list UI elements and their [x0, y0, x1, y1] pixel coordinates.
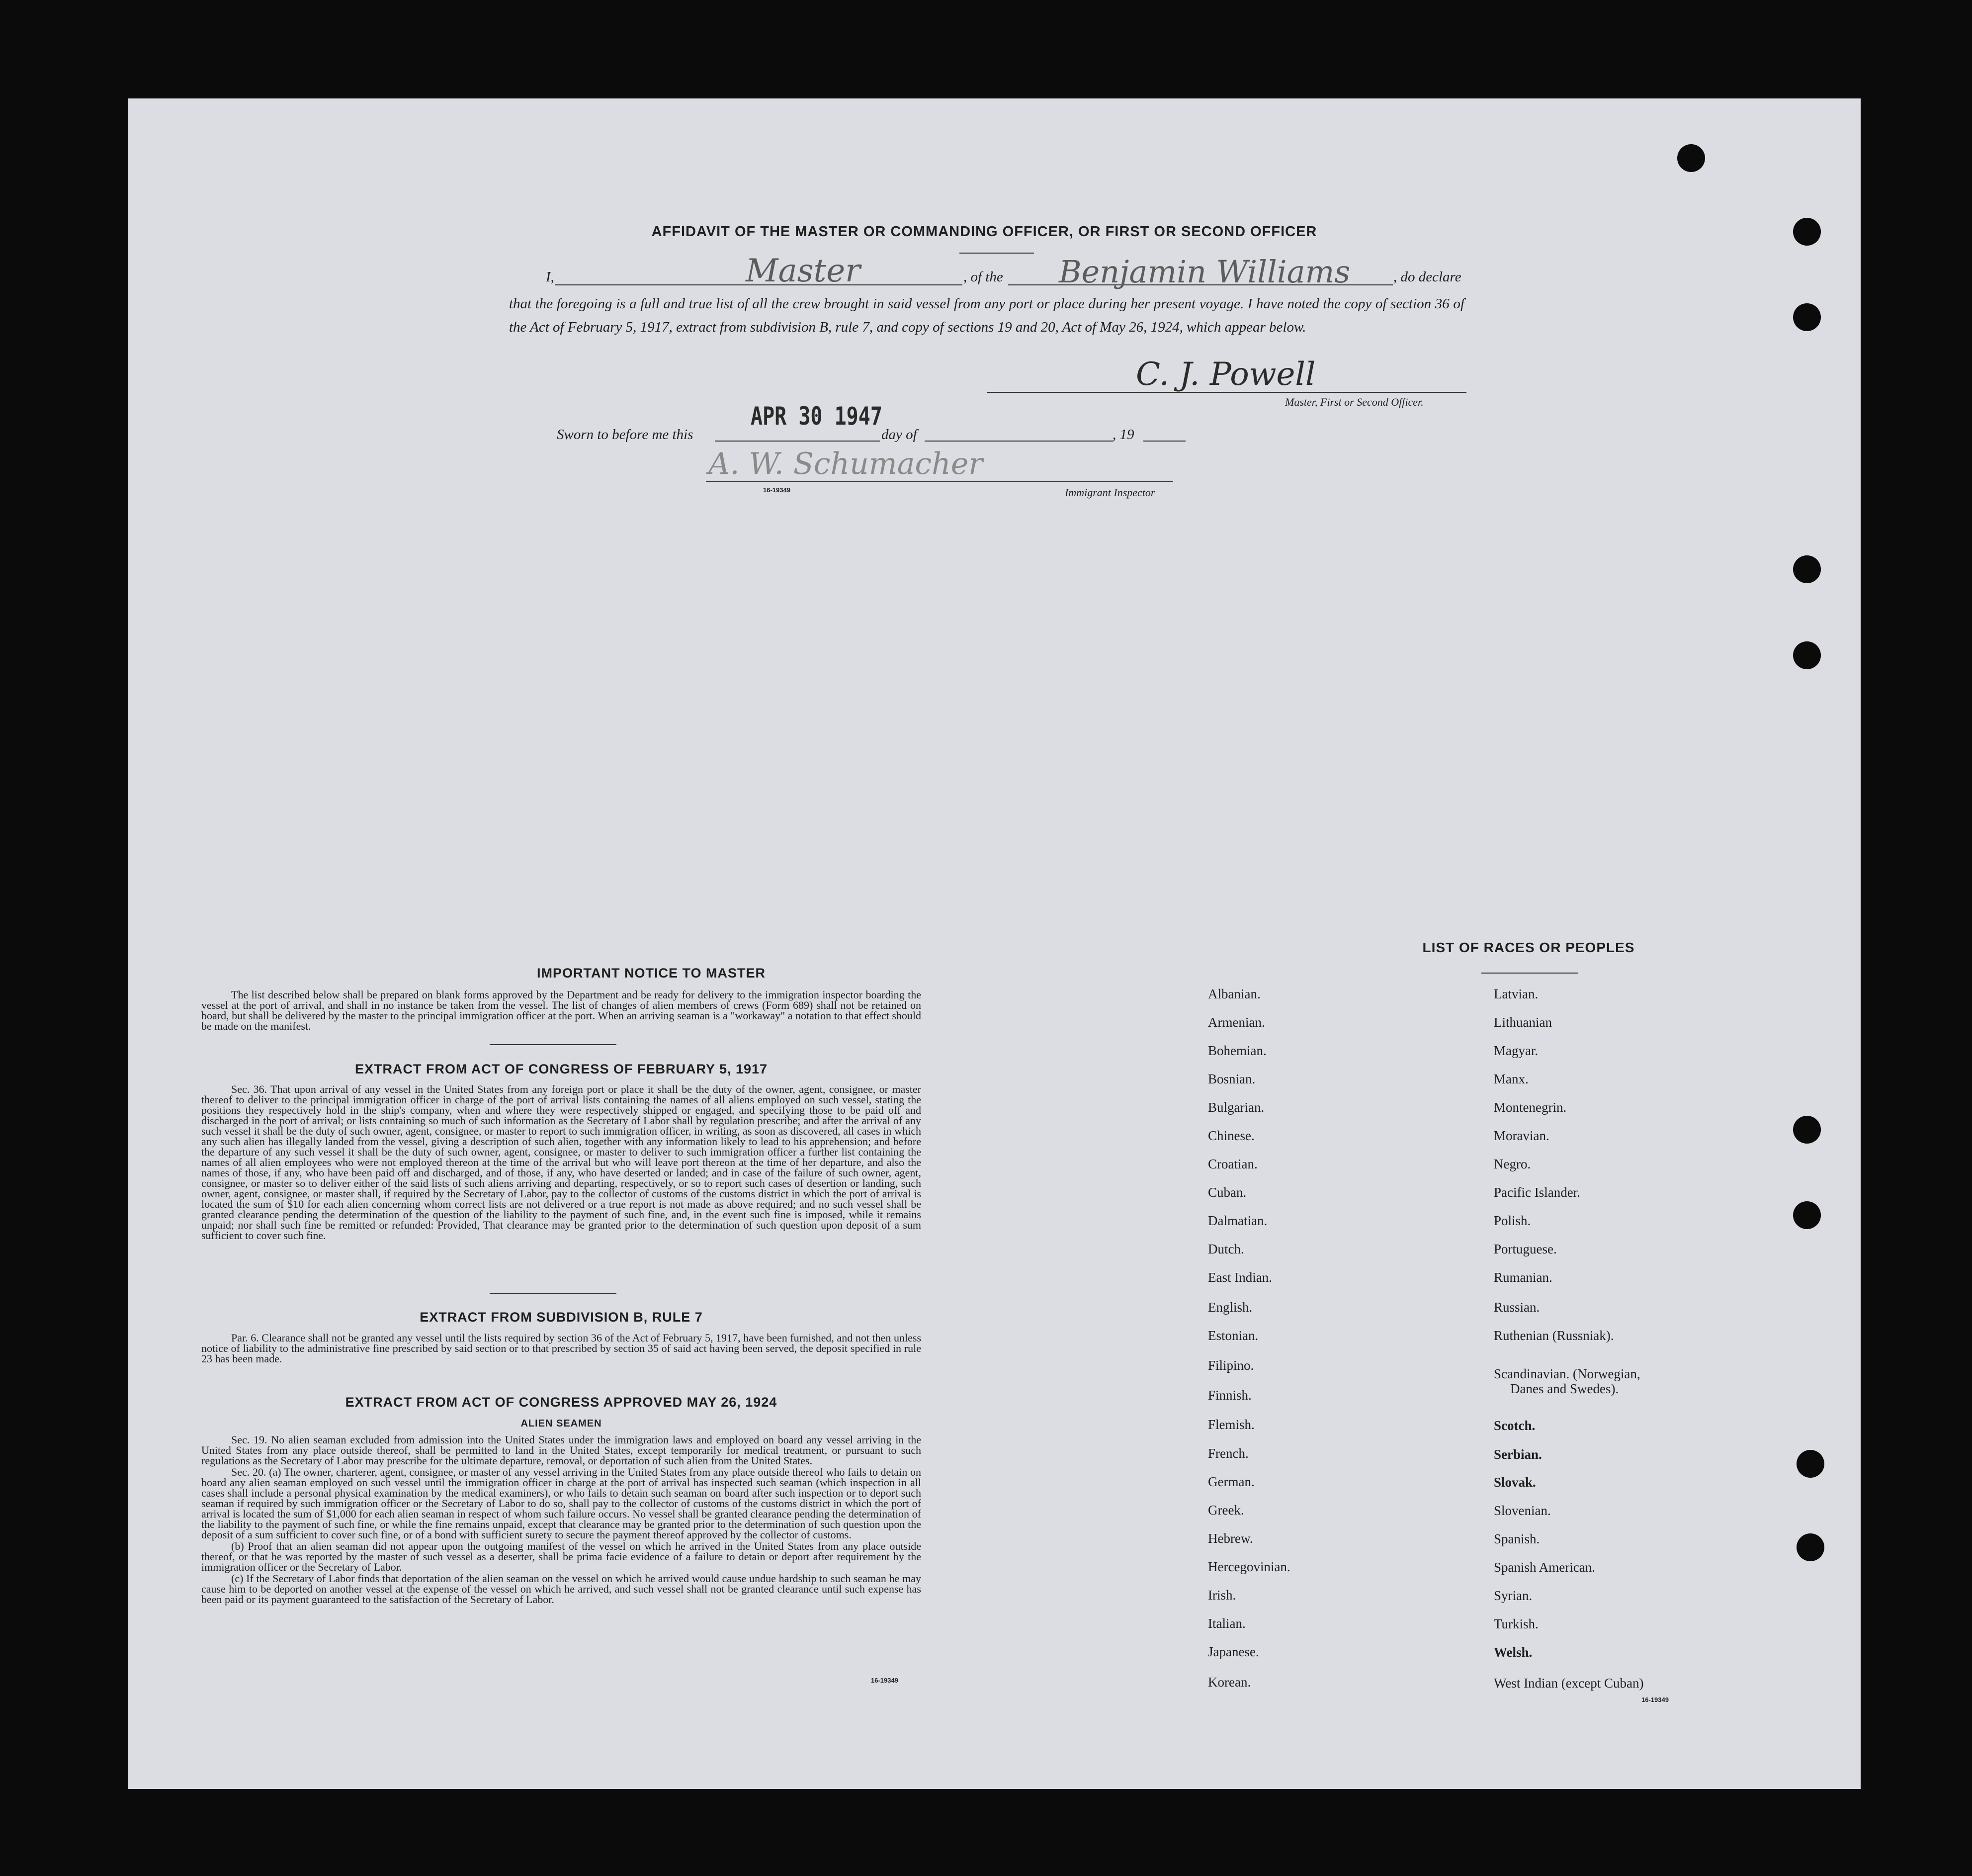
race-item: Dutch. [1208, 1242, 1244, 1256]
extract-rule7-title: EXTRACT FROM SUBDIVISION B, RULE 7 [420, 1310, 703, 1325]
race-item: Hercegovinian. [1208, 1559, 1290, 1574]
race-item: Montenegrin. [1494, 1100, 1567, 1115]
binder-hole [1793, 1116, 1821, 1144]
race-item: Bohemian. [1208, 1043, 1267, 1058]
form-code: 16-19349 [871, 1677, 898, 1684]
race-item: Ruthenian (Russniak). [1494, 1328, 1614, 1343]
race-item: Lithuanian [1494, 1015, 1552, 1030]
divider [1481, 973, 1578, 974]
binder-hole [1793, 1201, 1821, 1229]
race-item: Bulgarian. [1208, 1100, 1265, 1115]
race-item: Rumanian. [1494, 1270, 1552, 1285]
race-item: Moravian. [1494, 1128, 1549, 1143]
race-item: Danes and Swedes). [1510, 1381, 1619, 1396]
inspector-line [706, 481, 1173, 482]
rank-handwritten: Master [746, 253, 860, 289]
i-label: I, [546, 269, 554, 285]
race-item: Slovenian. [1494, 1503, 1551, 1518]
race-item: Scandinavian. (Norwegian, [1494, 1366, 1640, 1381]
divider [490, 1044, 616, 1045]
race-item: Hebrew. [1208, 1531, 1253, 1546]
race-item: West Indian (except Cuban) [1494, 1676, 1644, 1691]
binder-hole [1793, 218, 1821, 246]
race-item: Welsh. [1494, 1645, 1533, 1660]
race-item: Irish. [1208, 1588, 1236, 1603]
form-code: 16-19349 [1641, 1696, 1669, 1703]
affidavit-body: that the foregoing is a full and true list of all the crew brought in said vessel from any port or place during her present voyage. I have noted the copy of section 36 of the Act of February 5, 1917, extract from subdivision B, rule 7, and copy of sections 19 and 20, Act of May 26, 1924, which appear below. [509, 296, 1464, 335]
sworn-day-line [715, 441, 880, 442]
binder-hole [1793, 555, 1821, 583]
sworn-year-line [1143, 441, 1186, 442]
race-item: Serbian. [1494, 1447, 1542, 1462]
race-item: Slovak. [1494, 1475, 1536, 1490]
race-item: Dalmatian. [1208, 1213, 1268, 1228]
extract-1924-paragraph: Sec. 20. (a) The owner, charterer, agent, consignee, or master of any vessel arriving in the United States from any place outside thereof who fails to detain on board any alien seaman employed on such vessel until the immigration officer in charge at the port of arrival has inspected such seaman (which inspection in all cases shall include a personal physical examination by the medical examiners), or who fails to detain such seaman on board after such inspection or to deport such seaman if required by such immigration officer or the Secretary of Labor to do so, shall pay to the collector of customs of the customs district in which the port of arrival is located the sum of $1,000 for each alien seaman in respect of whom such failure occurs. No vessel shall be granted clearance pending the determination of the liability to the payment of such fine, or while the fine remains unpaid, except that clearance may be granted prior to the determination of such question upon the deposit of a sum sufficient to cover such fine, or of a bond with sufficient surety to secure the payment thereof approved by the collector of customs. [201, 1466, 921, 1541]
race-item: Cuban. [1208, 1185, 1247, 1200]
sworn-label: Sworn to before me this [557, 427, 693, 443]
race-item: Russian. [1494, 1300, 1540, 1315]
notice-paragraph: The list described below shall be prepared on blank forms approved by the Department and be ready for delivery to the immigration inspector boarding the vessel at the port of arrival, and shall in no instance be taken from the vessel. The list of changes of alien members of crews (Form 689) shall not be retained on board, but shall be delivered by the master to the principal immigration officer at the port. When an arriving seaman is a "workaway" a notation to that effect should be made on the manifest. [201, 988, 921, 1032]
of-the-label: , of the [963, 269, 1003, 285]
inspector-caption: Immigrant Inspector [1065, 486, 1155, 499]
race-item: Portuguese. [1494, 1242, 1557, 1256]
race-item: Croatian. [1208, 1157, 1258, 1171]
notice-title: IMPORTANT NOTICE TO MASTER [537, 966, 766, 981]
race-item: Spanish. [1494, 1531, 1540, 1546]
race-item: Estonian. [1208, 1328, 1259, 1343]
race-item: French. [1208, 1446, 1249, 1461]
race-item: Spanish American. [1494, 1560, 1595, 1575]
race-item: Magyar. [1494, 1043, 1539, 1058]
race-item: Scotch. [1494, 1418, 1536, 1433]
divider [959, 253, 1034, 254]
date-stamp: APR 30 1947 [751, 402, 882, 431]
race-item: Chinese. [1208, 1128, 1255, 1143]
day-of-label: day of [881, 427, 917, 443]
race-item: Japanese. [1208, 1644, 1259, 1659]
extract-1924-paragraph: (b) Proof that an alien seaman did not appear upon the outgoing manifest of the vessel on which he arrived in the United States from any place outside thereof, or that he was reported by the master of such vessel as a deserter, shall be prima facie evidence of a failure to detain or deport after requirement by the immigration officer or the Secretary of Labor. [201, 1540, 921, 1573]
binder-hole [1797, 1450, 1824, 1478]
race-item: Syrian. [1494, 1588, 1533, 1603]
race-item: Armenian. [1208, 1015, 1265, 1030]
extract-1924-title: EXTRACT FROM ACT OF CONGRESS APPROVED MAY 26, 1924 [345, 1395, 777, 1410]
races-title: LIST OF RACES OR PEOPLES [1422, 940, 1635, 955]
affidavit-title: AFFIDAVIT OF THE MASTER OR COMMANDING OFFICER, OR FIRST OR SECOND OFFICER [651, 224, 1317, 240]
master-signature: C. J. Powell [1136, 356, 1316, 393]
inspector-signature: A. W. Schumacher [708, 447, 983, 481]
race-item: Greek. [1208, 1503, 1244, 1518]
sworn-month-line [925, 441, 1114, 442]
extract-rule7-paragraph: Par. 6. Clearance shall not be granted any vessel until the lists required by section 36 of the Act of February 5, 1917, have been furnished, and not then unless notice of liability to the administrative fine prescribed by said section or to that prescribed by section 35 of said act having been served, the deposit specified in rule 23 has been made. [201, 1332, 921, 1365]
binder-hole [1797, 1533, 1824, 1561]
do-declare-label: , do declare [1393, 269, 1461, 285]
race-item: English. [1208, 1300, 1253, 1315]
race-item: Latvian. [1494, 986, 1539, 1001]
race-item: Albanian. [1208, 986, 1261, 1001]
extract-1924-paragraph: (c) If the Secretary of Labor finds that deportation of the alien seaman on the vessel on which he arrived would cause undue hardship to such seaman he may cause him to be deported on another vessel at the expense of the vessel on which he arrived, and such vessel shall not be granted clearance until such expense has been paid or its payment guaranteed to the satisfaction of the Secretary of Labor. [201, 1572, 921, 1606]
race-item: Filipino. [1208, 1358, 1254, 1373]
vessel-handwritten: Benjamin Williams [1059, 254, 1351, 290]
binder-hole [1793, 303, 1821, 331]
race-item: Manx. [1494, 1072, 1529, 1086]
binder-hole [1793, 641, 1821, 669]
binder-hole [1677, 144, 1705, 172]
race-item: Bosnian. [1208, 1072, 1256, 1086]
extract-1924-text [201, 1434, 921, 1606]
race-item: Flemish. [1208, 1417, 1255, 1432]
form-code: 16-19349 [763, 486, 790, 494]
notice-text [201, 989, 921, 1032]
extract-1924-paragraph: Sec. 19. No alien seaman excluded from admission into the United States under the immigration laws and employed on board any vessel arriving in the United States from any place outside thereof, shall be permitted to land in the United States, except temporarily for medical treatment, or pursuant to such regulations as the Secretary of Labor may prescribe for the ultimate departure, removal, or deportation of such alien from the United States. [201, 1433, 921, 1467]
race-item: Korean. [1208, 1675, 1251, 1690]
race-item: East Indian. [1208, 1270, 1272, 1285]
extract-rule7-text [201, 1333, 921, 1365]
extract-1924-subtitle: ALIEN SEAMEN [520, 1418, 602, 1429]
race-item: Pacific Islander. [1494, 1185, 1580, 1200]
race-item: Italian. [1208, 1616, 1246, 1631]
race-item: German. [1208, 1474, 1255, 1489]
race-item: Polish. [1494, 1213, 1531, 1228]
extract-1917-text [201, 1084, 921, 1242]
signature-caption: Master, First or Second Officer. [1285, 396, 1424, 408]
race-item: Turkish. [1494, 1616, 1539, 1631]
divider [490, 1293, 616, 1294]
race-item: Finnish. [1208, 1388, 1252, 1403]
race-item: Negro. [1494, 1157, 1531, 1171]
extract-1917-title: EXTRACT FROM ACT OF CONGRESS OF FEBRUARY 5, 1917 [354, 1062, 768, 1076]
extract-1917-paragraph: Sec. 36. That upon arrival of any vessel in the United States from any foreign port or place it shall be the duty of the owner, agent, consignee, or master thereof to deliver to the principal immigration officer in charge of the port of arrival lists containing the names of all aliens employed on such vessel, stating the positions they respectively hold in the ship's company, when and where they were respectively shipped or engaged, and specifying those to be paid off and discharged in the port of arrival; or lists containing so much of such information as the Secretary of Labor shall by regulation prescribe; and after the arrival of any such vessel it shall be the duty of such owner, agent, consignee, or master to report to such immigration officer, in writing, as soon as discovered, all cases in which any such alien has illegally landed from the vessel, giving a description of such alien, together with any information likely to lead to his apprehension; and before the departure of any such vessel it shall be the duty of such owner, agent, consignee, or master to deliver to such immigration officer a further list containing the names of all alien employees who were not employed thereon at the time of the arrival but who will leave port thereon at the time of her departure, and also the names of those, if any, who have been paid off and discharged, and of those, if any, who have deserted or landed; and in case of the failure of such owner, agent, consignee, or master so to deliver either of the said lists of such aliens arriving and departing, respectively, or so to report such cases of desertion or landing, such owner, agent, consignee, or master shall, if required by the Secretary of Labor, pay to the collector of customs of the customs district in which the port of arrival is located the sum of $10 for each alien concerning whom correct lists are not delivered or a true report is not made as above required; and no such vessel shall be granted clearance pending the determination of the question of the liability to the payment of such fine, and, in the event such fine is imposed, while it remains unpaid; nor shall such fine be remitted or refunded: Provided, That clearance may be granted prior to the determination of such question upon deposit of a sum sufficient to cover such fine. [201, 1083, 921, 1242]
year-label: , 19 [1113, 427, 1134, 443]
